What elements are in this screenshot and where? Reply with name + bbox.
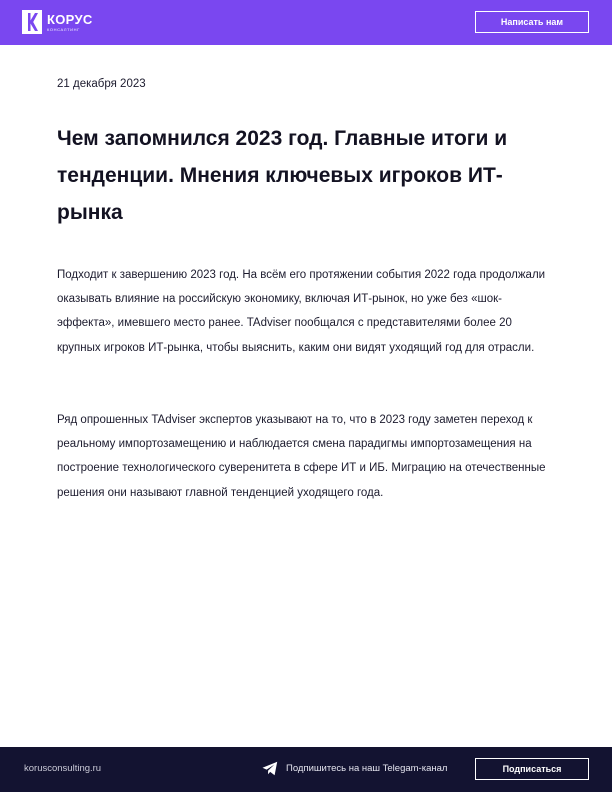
logo-subtitle: КОНСАЛТИНГ [47,26,80,32]
subscribe-button[interactable]: Подписаться [475,758,589,780]
footer-bar [0,747,612,792]
telegram-text: Подпишитесь на наш Telegam-канал [286,763,448,774]
article-paragraph: Подходит к завершению 2023 год. На всём его протяжении события 2022 года продолжали оказывать влияние на российскую экономику, включая ИТ-рынок, но уже без «шок-эффекта», имевшего место ранее. TAdviser пообщался с представителями более 20 крупных игроков ИТ-рынка, чтобы выяснить, каким они видят уходящий год для отрасли. [57,269,546,354]
telegram-icon [262,761,278,776]
logo-text [47,13,93,32]
article-paragraph: Ряд опрошенных TAdviser экспертов указывают на то, что в 2023 году заметен переход к реальному импортозамещению и наблюдается смена парадигмы импортозамещения на построение технологического суверенитета в сфере ИТ и ИБ. Миграцию на отечественные решения они называют главной тенденцией уходящего года. [57,414,546,499]
write-us-button[interactable]: Написать нам [475,11,589,33]
telegram-subscribe-link[interactable] [262,761,447,776]
korus-logo[interactable] [22,10,93,34]
header-bar [0,0,612,45]
article-title: Чем запомнился 2023 год. Главные итоги и тенденции. Мнения ключевых игроков ИТ-рынка [57,127,508,224]
article-date: 21 декабря 2023 [57,78,146,90]
logo-name: КОРУС [47,11,93,27]
site-link[interactable]: korusconsulting.ru [24,763,102,774]
korus-logo-icon [22,10,42,34]
